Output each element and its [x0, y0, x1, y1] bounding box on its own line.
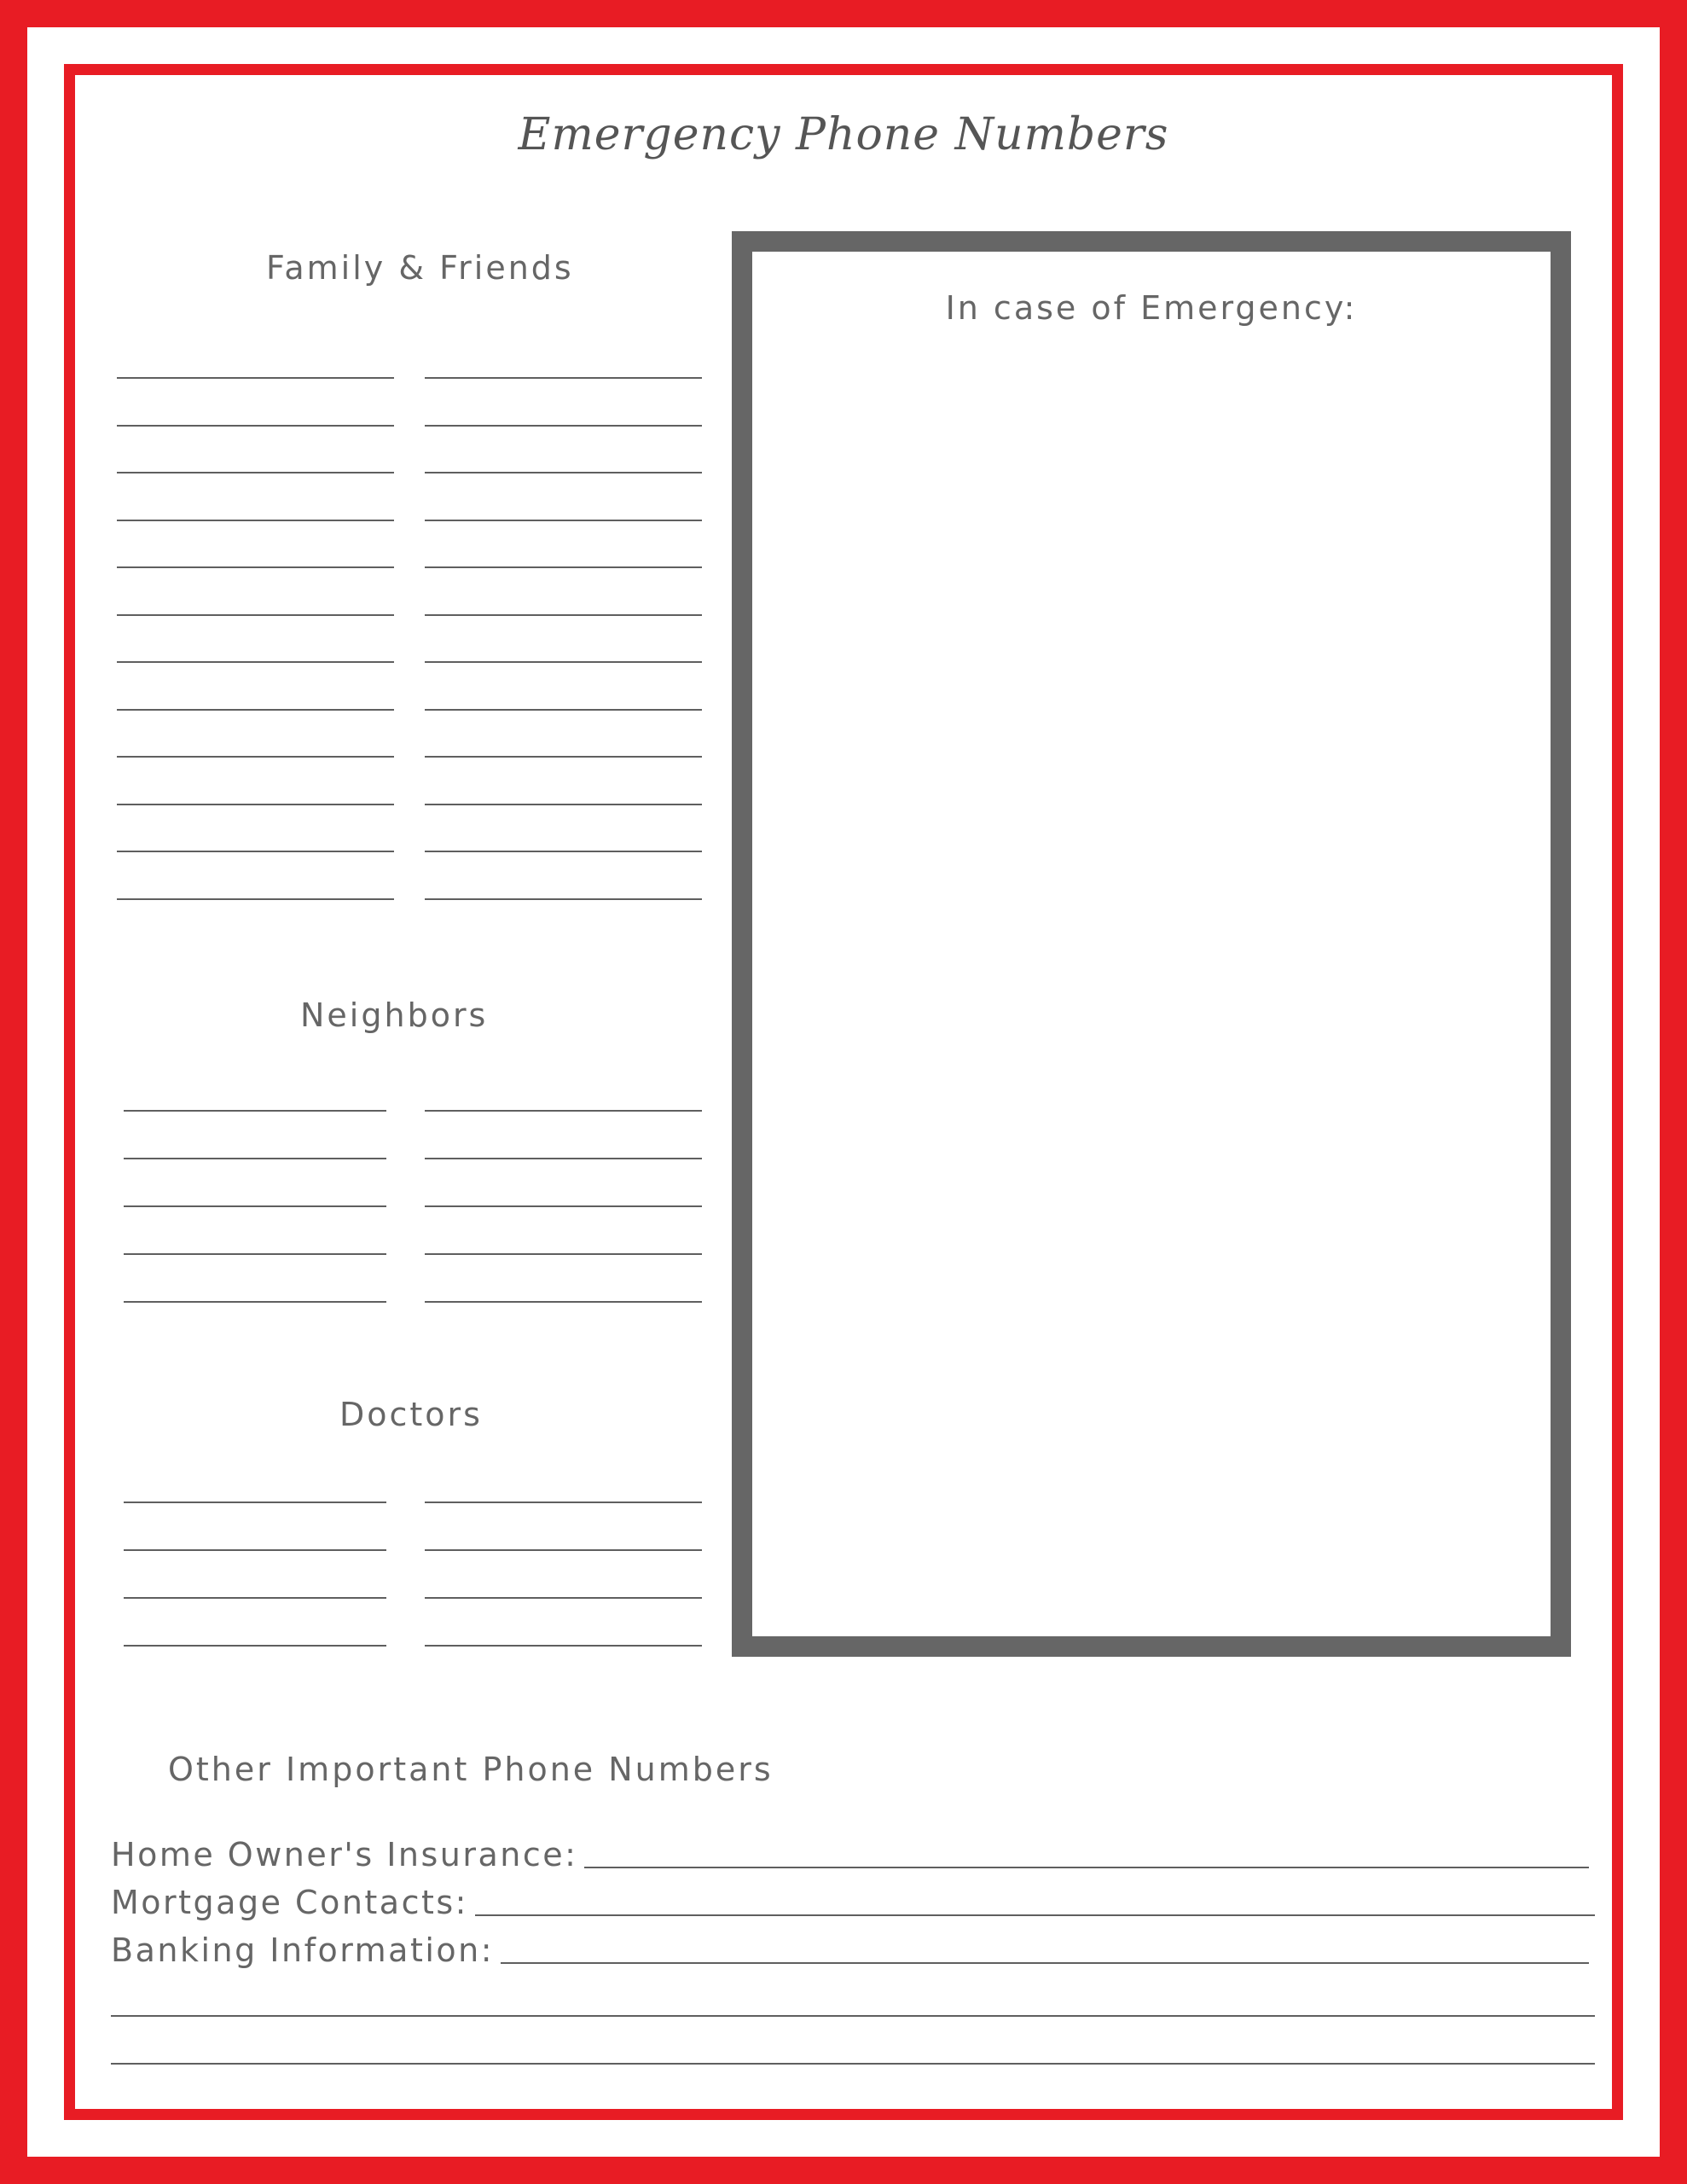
entry-line[interactable] [124, 1549, 386, 1551]
entry-line[interactable] [124, 1645, 386, 1647]
entry-line[interactable] [425, 1205, 702, 1207]
doctors-heading: Doctors [339, 1396, 483, 1433]
neighbors-heading: Neighbors [300, 996, 489, 1034]
entry-line[interactable] [117, 709, 394, 711]
entry-line[interactable] [124, 1205, 386, 1207]
entry-line[interactable] [425, 614, 702, 616]
extra-line[interactable] [111, 2063, 1595, 2065]
banking-information-field[interactable] [111, 1931, 1589, 1969]
entry-line[interactable] [425, 804, 702, 805]
entry-line[interactable] [124, 1502, 386, 1503]
entry-line[interactable] [124, 1597, 386, 1599]
entry-line[interactable] [124, 1158, 386, 1159]
entry-line[interactable] [425, 472, 702, 473]
other-numbers-heading: Other Important Phone Numbers [168, 1751, 774, 1788]
entry-line[interactable] [117, 804, 394, 805]
extra-line[interactable] [111, 2015, 1595, 2017]
mortgage-contacts-field[interactable] [111, 1884, 1595, 1921]
emergency-notes-box[interactable] [732, 231, 1571, 1657]
home-owners-insurance-line[interactable] [584, 1867, 1589, 1868]
entry-line[interactable] [425, 756, 702, 758]
entry-line[interactable] [117, 472, 394, 473]
emergency-label: In case of Emergency: [945, 289, 1358, 327]
entry-line[interactable] [117, 520, 394, 521]
entry-line[interactable] [117, 756, 394, 758]
entry-line[interactable] [425, 851, 702, 852]
page-title: Emergency Phone Numbers [518, 109, 1169, 160]
mortgage-contacts-line[interactable] [475, 1914, 1595, 1916]
entry-line[interactable] [425, 709, 702, 711]
entry-line[interactable] [117, 614, 394, 616]
entry-line[interactable] [124, 1301, 386, 1303]
entry-line[interactable] [425, 1110, 702, 1112]
entry-line[interactable] [425, 898, 702, 900]
entry-line[interactable] [124, 1253, 386, 1255]
entry-line[interactable] [425, 425, 702, 427]
entry-line[interactable] [425, 566, 702, 568]
entry-line[interactable] [117, 566, 394, 568]
entry-line[interactable] [117, 898, 394, 900]
entry-line[interactable] [117, 661, 394, 663]
entry-line[interactable] [425, 377, 702, 379]
entry-line[interactable] [425, 661, 702, 663]
entry-line[interactable] [425, 1301, 702, 1303]
entry-line[interactable] [425, 1253, 702, 1255]
family-friends-heading: Family & Friends [266, 249, 574, 287]
entry-line[interactable] [117, 851, 394, 852]
entry-line[interactable] [425, 520, 702, 521]
entry-line[interactable] [117, 377, 394, 379]
entry-line[interactable] [425, 1549, 702, 1551]
entry-line[interactable] [425, 1597, 702, 1599]
entry-line[interactable] [425, 1502, 702, 1503]
entry-line[interactable] [425, 1645, 702, 1647]
banking-information-label: Banking Information: [111, 1931, 495, 1969]
home-owners-insurance-label: Home Owner's Insurance: [111, 1836, 578, 1873]
mortgage-contacts-label: Mortgage Contacts: [111, 1884, 468, 1921]
home-owners-insurance-field[interactable] [111, 1836, 1589, 1873]
entry-line[interactable] [425, 1158, 702, 1159]
entry-line[interactable] [117, 425, 394, 427]
banking-information-line[interactable] [501, 1962, 1589, 1964]
entry-line[interactable] [124, 1110, 386, 1112]
